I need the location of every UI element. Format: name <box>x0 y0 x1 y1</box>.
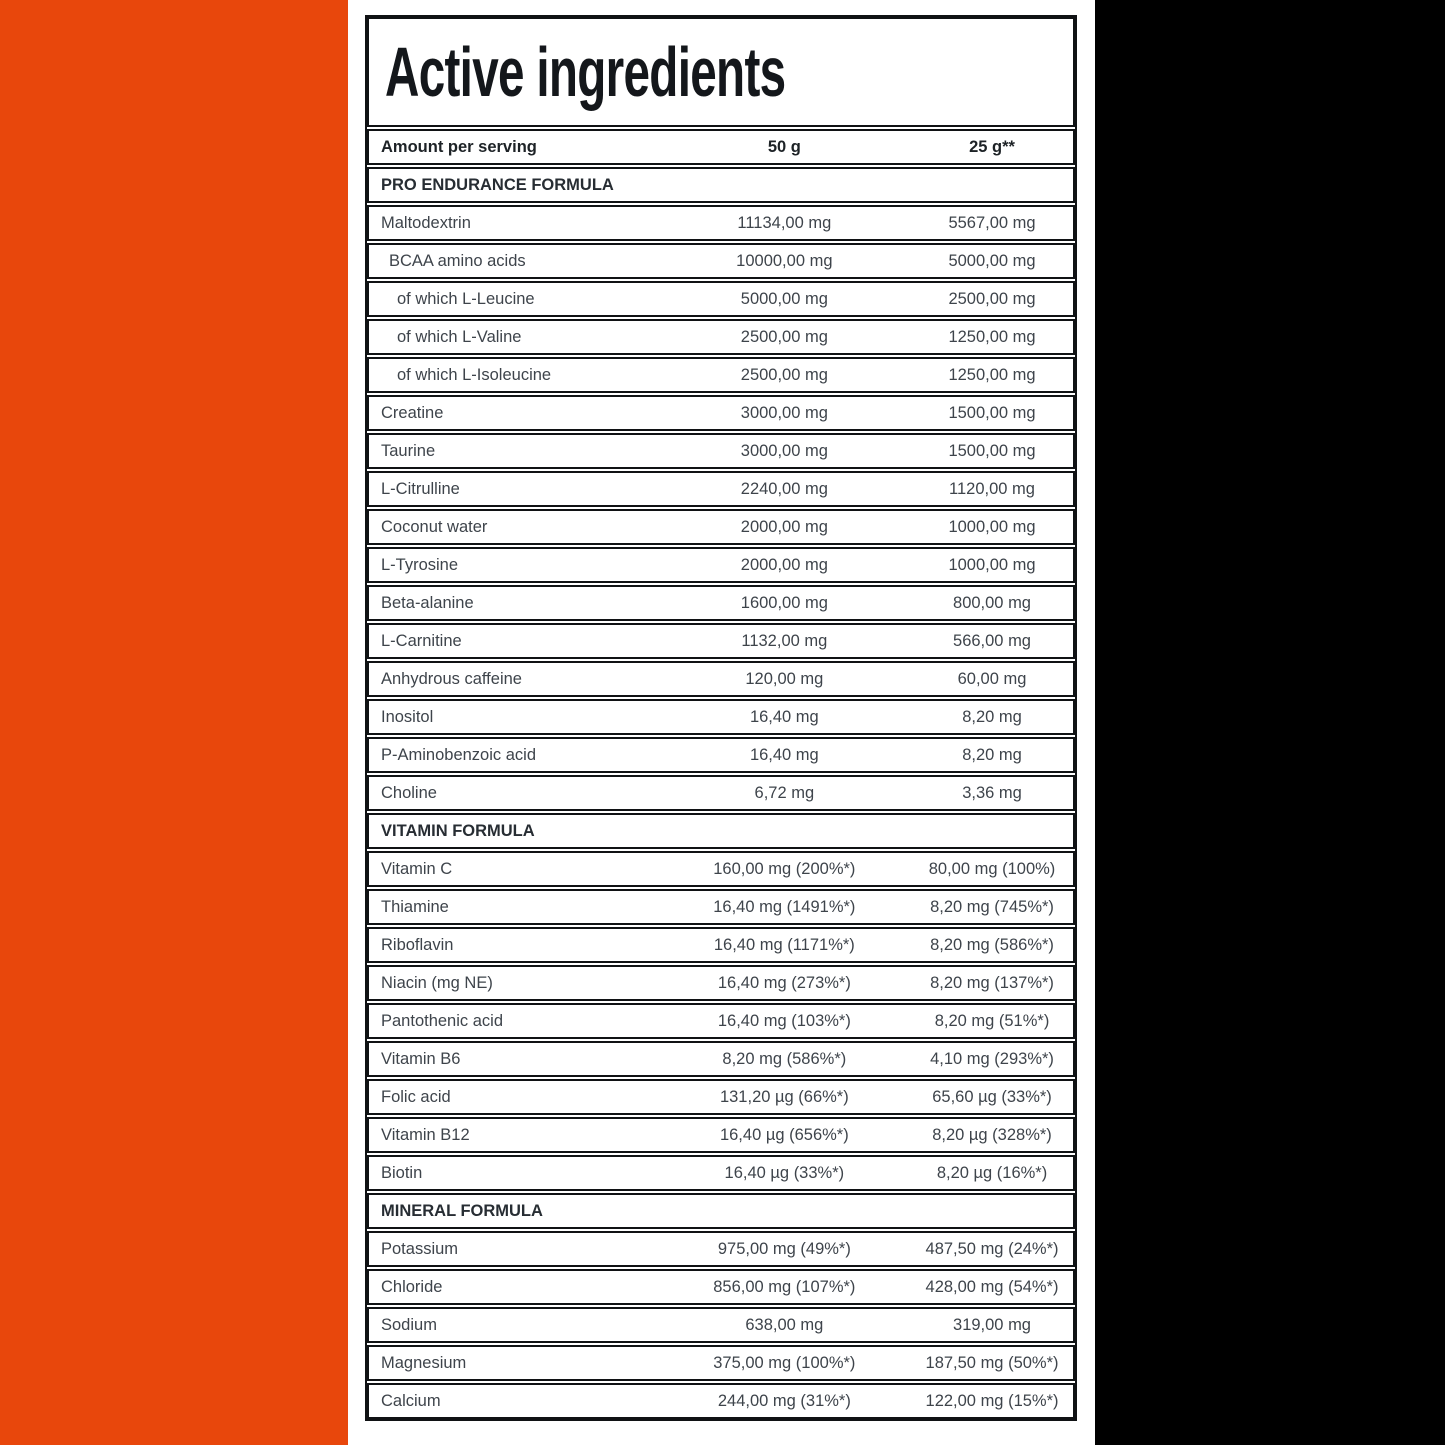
table-row <box>367 1041 1075 1077</box>
value-50g: 120,00 mg <box>745 669 824 688</box>
ingredient-name: Pantothenic acid <box>381 1011 504 1030</box>
table-row <box>367 585 1075 621</box>
ingredient-name: Chloride <box>381 1277 443 1296</box>
ingredient-name: P-Aminobenzoic acid <box>381 745 536 764</box>
ingredient-name: Taurine <box>381 441 436 460</box>
table-row <box>367 1231 1075 1267</box>
value-50g: 3000,00 mg <box>740 441 828 460</box>
ingredient-name: L-Tyrosine <box>381 555 459 574</box>
table-header-row <box>367 129 1075 165</box>
value-50g: 1600,00 mg <box>740 593 828 612</box>
ingredient-name: Magnesium <box>381 1353 467 1372</box>
table-row <box>367 661 1075 697</box>
table-row <box>367 927 1075 963</box>
table-row <box>367 281 1075 317</box>
ingredient-name: Potassium <box>381 1239 459 1258</box>
value-50g: 16,40 µg (656%*) <box>719 1125 849 1144</box>
table-row <box>367 1155 1075 1191</box>
ingredient-name: Sodium <box>381 1315 437 1334</box>
value-50g: 16,40 mg <box>749 707 819 726</box>
value-25g: 4,10 mg (293%*) <box>930 1049 1054 1068</box>
value-50g: 16,40 mg (1491%*) <box>713 897 856 916</box>
value-25g: 5000,00 mg <box>948 251 1036 270</box>
table-row <box>367 851 1075 887</box>
table-row <box>367 509 1075 545</box>
table-row <box>367 737 1075 773</box>
table-row <box>367 205 1075 241</box>
ingredient-name: Riboflavin <box>381 935 454 954</box>
table-row <box>367 623 1075 659</box>
value-25g: 428,00 mg (54%*) <box>925 1277 1059 1296</box>
value-25g: 60,00 mg <box>957 669 1027 688</box>
value-50g: 2240,00 mg <box>740 479 828 498</box>
section-header-row <box>367 1193 1075 1229</box>
value-25g: 319,00 mg <box>953 1315 1031 1334</box>
table-row <box>367 547 1075 583</box>
value-25g: 5567,00 mg <box>948 213 1036 232</box>
active-ingredients-table <box>365 15 1077 1421</box>
value-25g: 122,00 mg (15%*) <box>925 1391 1059 1410</box>
value-25g: 800,00 mg <box>953 593 1031 612</box>
value-25g: 8,20 mg (51%*) <box>934 1011 1050 1030</box>
value-50g: 2500,00 mg <box>740 327 828 346</box>
ingredient-name: L-Citrulline <box>381 479 460 498</box>
value-25g: 80,00 mg (100%) <box>928 859 1056 878</box>
value-50g: 131,20 µg (66%*) <box>719 1087 849 1106</box>
ingredient-name: Inositol <box>381 707 434 726</box>
value-50g: 375,00 mg (100%*) <box>713 1353 856 1372</box>
section-header-row <box>367 813 1075 849</box>
ingredient-name: of which L-Leucine <box>397 289 535 308</box>
ingredient-name: Anhydrous caffeine <box>381 669 522 688</box>
value-25g: 1120,00 mg <box>949 479 1035 498</box>
table-row <box>367 433 1075 469</box>
ingredient-name: Maltodextrin <box>381 213 471 232</box>
section-title: VITAMIN FORMULA <box>381 821 535 840</box>
value-50g: 975,00 mg (49%*) <box>717 1239 851 1258</box>
value-25g: 566,00 mg <box>953 631 1031 650</box>
table-row <box>367 357 1075 393</box>
value-25g: 187,50 mg (50%*) <box>925 1353 1059 1372</box>
value-50g: 2000,00 mg <box>740 517 828 536</box>
value-25g: 1250,00 mg <box>948 365 1036 384</box>
table-row <box>367 1383 1075 1419</box>
ingredient-name: Niacin (mg NE) <box>381 973 493 992</box>
value-50g: 244,00 mg (31%*) <box>717 1391 851 1410</box>
value-25g: 8,20 mg <box>962 707 1022 726</box>
ingredient-name: Calcium <box>381 1391 441 1410</box>
ingredient-name: Beta-alanine <box>381 593 474 612</box>
value-50g: 3000,00 mg <box>740 403 828 422</box>
table-row <box>367 775 1075 811</box>
value-25g: 8,20 µg (328%*) <box>932 1125 1052 1144</box>
table-row <box>367 395 1075 431</box>
value-25g: 487,50 mg (24%*) <box>925 1239 1059 1258</box>
ingredient-name: Thiamine <box>381 897 449 916</box>
value-50g: 2000,00 mg <box>740 555 828 574</box>
table-row <box>367 889 1075 925</box>
value-50g: 16,40 mg (1171%*) <box>713 935 855 954</box>
header-amount-per-serving: Amount per serving <box>381 137 537 156</box>
table-row <box>367 699 1075 735</box>
value-50g: 16,40 µg (33%*) <box>724 1163 845 1182</box>
label-page <box>348 0 1095 1445</box>
ingredient-name: BCAA amino acids <box>389 251 526 270</box>
ingredient-name: Biotin <box>381 1163 423 1182</box>
value-50g: 8,20 mg (586%*) <box>722 1049 847 1068</box>
value-50g: 16,40 mg (103%*) <box>717 1011 851 1030</box>
ingredient-name: L-Carnitine <box>381 631 462 650</box>
table-title-box <box>367 17 1075 127</box>
value-25g: 2500,00 mg <box>948 289 1036 308</box>
value-50g: 638,00 mg <box>745 1315 824 1334</box>
table-row <box>367 243 1075 279</box>
value-25g: 1000,00 mg <box>948 555 1036 574</box>
ingredient-name: Vitamin B6 <box>381 1049 461 1068</box>
value-50g: 16,40 mg (273%*) <box>717 973 851 992</box>
table-row <box>367 965 1075 1001</box>
header-25g: 25 g** <box>969 137 1015 156</box>
value-25g: 1500,00 mg <box>948 441 1036 460</box>
value-25g: 3,36 mg <box>962 783 1022 802</box>
ingredient-name: Coconut water <box>381 517 488 536</box>
table-row <box>367 319 1075 355</box>
section-header-row <box>367 167 1075 203</box>
value-50g: 11134,00 mg <box>737 213 832 232</box>
value-25g: 8,20 mg <box>962 745 1022 764</box>
ingredient-name: Creatine <box>381 403 444 422</box>
value-25g: 8,20 mg (586%*) <box>930 935 1054 954</box>
value-25g: 1000,00 mg <box>948 517 1036 536</box>
table-row <box>367 1117 1075 1153</box>
page-title: Active ingredients <box>385 33 786 111</box>
value-50g: 2500,00 mg <box>740 365 828 384</box>
ingredient-name: Choline <box>381 783 437 802</box>
value-50g: 10000,00 mg <box>736 251 833 270</box>
table-row <box>367 1307 1075 1343</box>
table-row <box>367 471 1075 507</box>
ingredient-name: Vitamin B12 <box>381 1125 470 1144</box>
ingredient-name: of which L-Valine <box>397 327 522 346</box>
ingredients-table-body <box>367 129 1075 1419</box>
value-25g: 8,20 mg (745%*) <box>930 897 1054 916</box>
value-50g: 6,72 mg <box>754 783 815 802</box>
table-row <box>367 1003 1075 1039</box>
value-25g: 1500,00 mg <box>948 403 1036 422</box>
value-50g: 856,00 mg (107%*) <box>713 1277 856 1296</box>
left-orange-stripe <box>0 0 348 1445</box>
value-25g: 65,60 µg (33%*) <box>932 1087 1052 1106</box>
table-row <box>367 1345 1075 1381</box>
value-50g: 16,40 mg <box>749 745 819 764</box>
value-25g: 8,20 µg (16%*) <box>936 1163 1048 1182</box>
ingredient-name: Folic acid <box>381 1087 451 1106</box>
section-title: PRO ENDURANCE FORMULA <box>381 175 614 194</box>
value-50g: 1132,00 mg <box>741 631 828 650</box>
value-25g: 8,20 mg (137%*) <box>930 973 1054 992</box>
table-row <box>367 1269 1075 1305</box>
ingredient-name: Vitamin C <box>381 859 453 878</box>
section-title: MINERAL FORMULA <box>381 1201 543 1220</box>
value-50g: 5000,00 mg <box>740 289 828 308</box>
table-row <box>367 1079 1075 1115</box>
value-25g: 1250,00 mg <box>948 327 1036 346</box>
value-50g: 160,00 mg (200%*) <box>713 859 856 878</box>
ingredient-name: of which L-Isoleucine <box>397 365 552 384</box>
header-50g: 50 g <box>767 137 801 156</box>
